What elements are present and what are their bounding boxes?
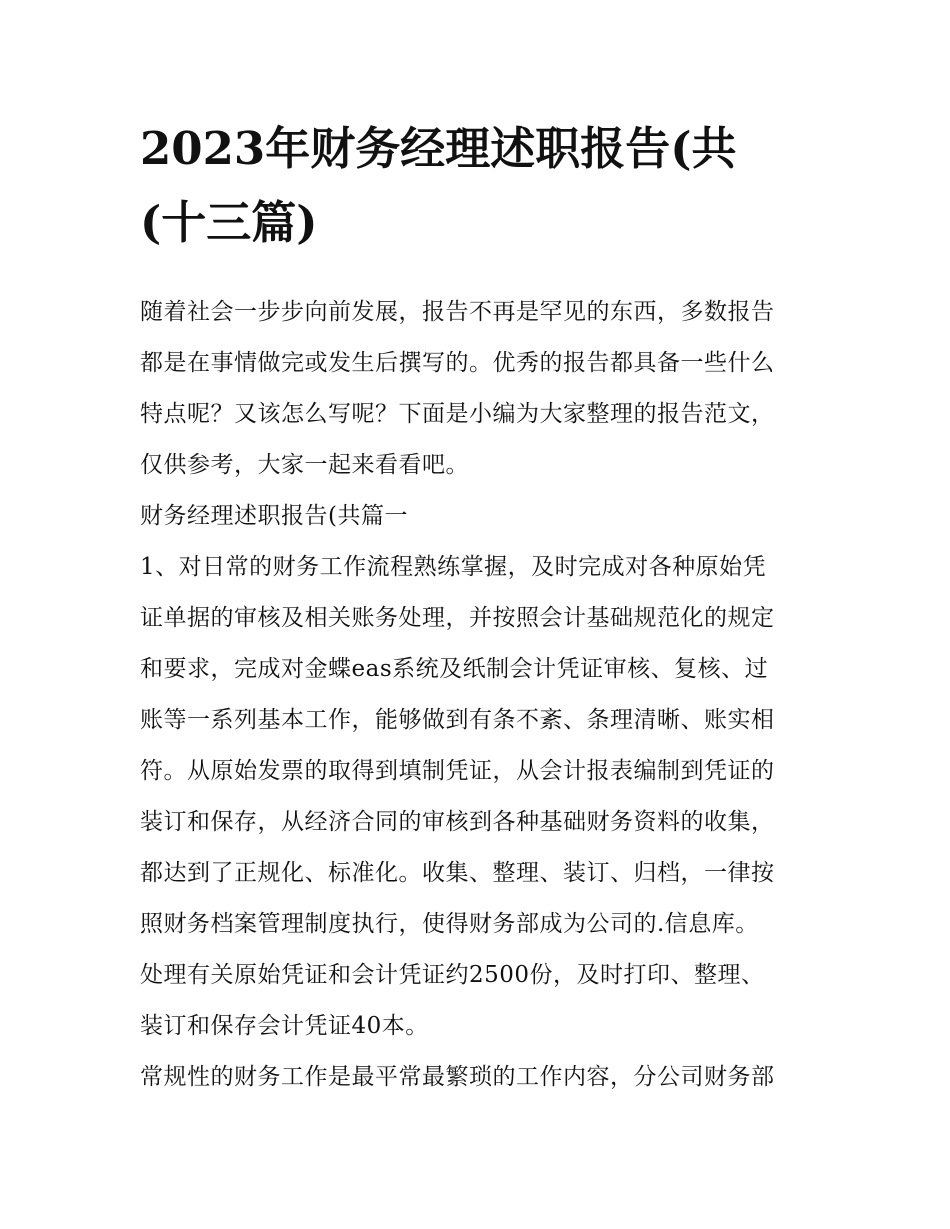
body-line: 照财务档案管理制度执行，使得财务部成为公司的.信息库。 bbox=[140, 911, 759, 937]
intro-paragraph bbox=[140, 287, 812, 491]
title-line-2: (十三篇) bbox=[140, 196, 318, 249]
body-line: 1、对日常的财务工作流程熟练掌握，及时完成对各种原始凭 bbox=[140, 554, 767, 580]
body-line: 装订和保存会计凭证40本。 bbox=[140, 1013, 429, 1039]
document-title bbox=[140, 112, 812, 260]
document-content bbox=[140, 112, 812, 1103]
intro-line: 特点呢？又该怎么写呢？下面是小编为大家整理的报告范文， bbox=[140, 401, 775, 427]
title-line-1: 2023年财务经理述职报告(共 bbox=[140, 122, 737, 175]
intro-line: 随着社会一步步向前发展，报告不再是罕见的东西，多数报告 bbox=[140, 299, 775, 325]
body-line: 证单据的审核及相关账务处理，并按照会计基础规范化的规定 bbox=[140, 605, 775, 631]
section-heading: 财务经理述职报告(共篇一 bbox=[140, 503, 408, 529]
body-paragraph bbox=[140, 542, 812, 1103]
body-line: 和要求，完成对金蝶eas系统及纸制会计凭证审核、复核、过 bbox=[140, 656, 769, 682]
intro-line: 仅供参考，大家一起来看看吧。 bbox=[140, 452, 469, 478]
body-line: 都达到了正规化、标准化。收集、整理、装订、归档，一律按 bbox=[140, 860, 775, 886]
body-line: 处理有关原始凭证和会计凭证约2500份，及时打印、整理、 bbox=[140, 962, 765, 988]
body-line: 账等一系列基本工作，能够做到有条不紊、条理清晰、账实相 bbox=[140, 707, 775, 733]
body-line: 符。从原始发票的取得到填制凭证，从会计报表编制到凭证的 bbox=[140, 758, 775, 784]
intro-line: 都是在事情做完或发生后撰写的。优秀的报告都具备一些什么 bbox=[140, 350, 775, 376]
body-line: 常规性的财务工作是最平常最繁琐的工作内容，分公司财务部 bbox=[140, 1064, 775, 1090]
body-line: 装订和保存，从经济合同的审核到各种基础财务资料的收集， bbox=[140, 809, 775, 835]
